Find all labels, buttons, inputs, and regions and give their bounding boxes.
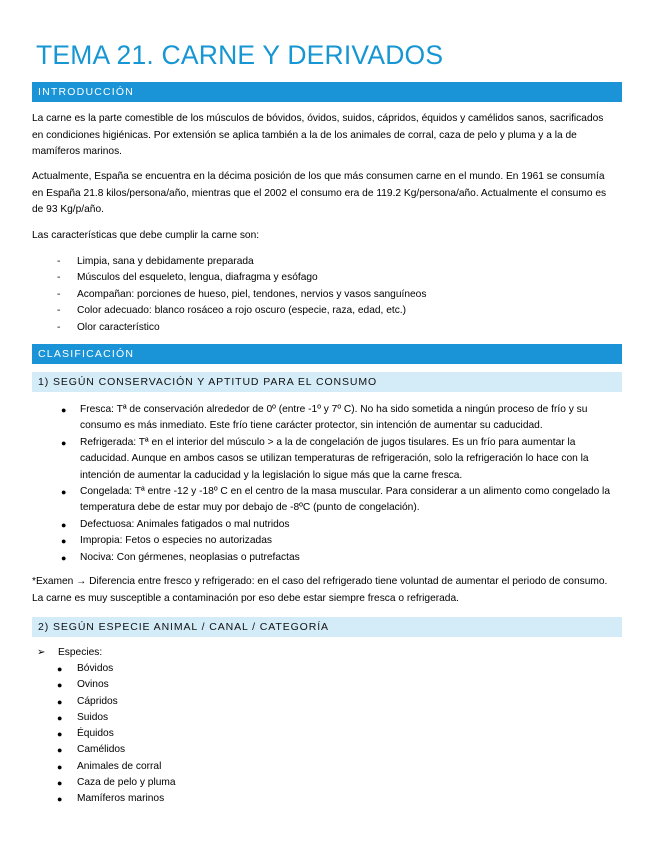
list-item: ● Suidos <box>57 711 109 723</box>
list-item: ● Cápridos <box>57 695 118 707</box>
list-item: - Color adecuado: blanco rosáceo a rojo oscuro (especie, raza, edad, etc.) <box>57 305 407 317</box>
list-item: ● Camélidos <box>57 744 126 756</box>
intro-paragraph-3: Las características que debe cumplir la carne son: <box>32 230 260 241</box>
exam-note: *Examen → Diferencia entre fresco y refrigerado: en el caso del refrigerado tiene voluntad de aumentar el periodo de consumo. La carne es muy susceptible a contaminación por eso debe estar siempre fresca o refrigerada. <box>32 576 608 604</box>
subsection-heading-conservacion: 1) SEGÚN CONSERVACIÓN Y APTITUD PARA EL CONSUMO <box>32 372 622 392</box>
document-title: TEMA 21. CARNE Y DERIVADOS <box>36 40 444 70</box>
list-item: - Limpia, sana y debidamente preparada <box>57 256 254 267</box>
list-item: ● Bóvidos <box>57 663 114 674</box>
list-item: ● Impropia: Fetos o especies no autorizadas <box>61 535 272 547</box>
intro-paragraph-2: Actualmente, España se encuentra en la décima posición de los que más consumen carne en el mundo. En 1961 se consumía en España 21.8 kilos/persona/año, mientras que el 2002 el consumo era de 119.2 Kg/persona/año. Actualmente el consumo es de 93 Kg/p/año. <box>32 171 607 216</box>
intro-paragraph-1: La carne es la parte comestible de los músculos de bóvidos, óvidos, suidos, cápridos, équidos y camélidos sanos, sacrificados en condiciones higiénicas. Por extensión se aplica también a la de los animales de corral, caza de pelo y pluma y a la de mamíferos marinos. <box>32 113 604 158</box>
list-item: ● Caza de pelo y pluma <box>57 777 176 789</box>
list-item: ● Équidos <box>57 728 114 740</box>
arrow-bullet-icon: ➢ <box>37 647 46 658</box>
characteristics-list <box>32 254 617 336</box>
list-item: - Olor característico <box>57 321 160 333</box>
list-item: ● Mamíferos marinos <box>57 793 165 805</box>
list-item: ● Ovinos <box>57 679 109 691</box>
list-item: - Acompañan: porciones de hueso, piel, tendones, nervios y vasos sanguíneos <box>57 288 427 300</box>
list-item: ● Defectuosa: Animales fatigados o mal nutridos <box>61 518 290 530</box>
list-item: ● Fresca: Tª de conservación alrededor de 0º (entre -1º y 7º C). No ha sido sometida a ningún proceso de frío y su consumo es más inmediato. Este frío tiene carácter protector, sin intención de aumentar su caducidad. <box>61 404 588 432</box>
subsection-heading-especie: 2) SEGÚN ESPECIE ANIMAL / CANAL / CATEGORÍA <box>32 617 622 637</box>
list-item: ● Nociva: Con gérmenes, neoplasias o putrefactas <box>61 551 300 563</box>
conservation-list <box>32 402 617 566</box>
list-item: - Músculos del esqueleto, lengua, diafragma y esófago <box>57 272 318 284</box>
list-item: ● Congelada: Tª entre -12 y -18º C en el centro de la masa muscular. Para considerar a un alimento como congelado la temperatura debe de estar muy por debajo de -8ºC (punto de congelación). <box>61 486 610 514</box>
list-item: ● Refrigerada: Tª en el interior del músculo > a la de congelación de jugos tisulares. Es un frío para aumentar la caducidad. Aunque en ambos casos se utilizan temperaturas de refrigeración, solo la refrigeración lo hace con la intención de aumentar la caducidad y la legislación lo sigue más que la carne fresca. <box>61 436 589 481</box>
list-item: ● Animales de corral <box>57 760 162 772</box>
section-heading-introduccion: INTRODUCCIÓN <box>32 82 622 102</box>
species-list <box>32 661 617 808</box>
section-heading-clasificacion: CLASIFICACIÓN <box>32 344 622 364</box>
